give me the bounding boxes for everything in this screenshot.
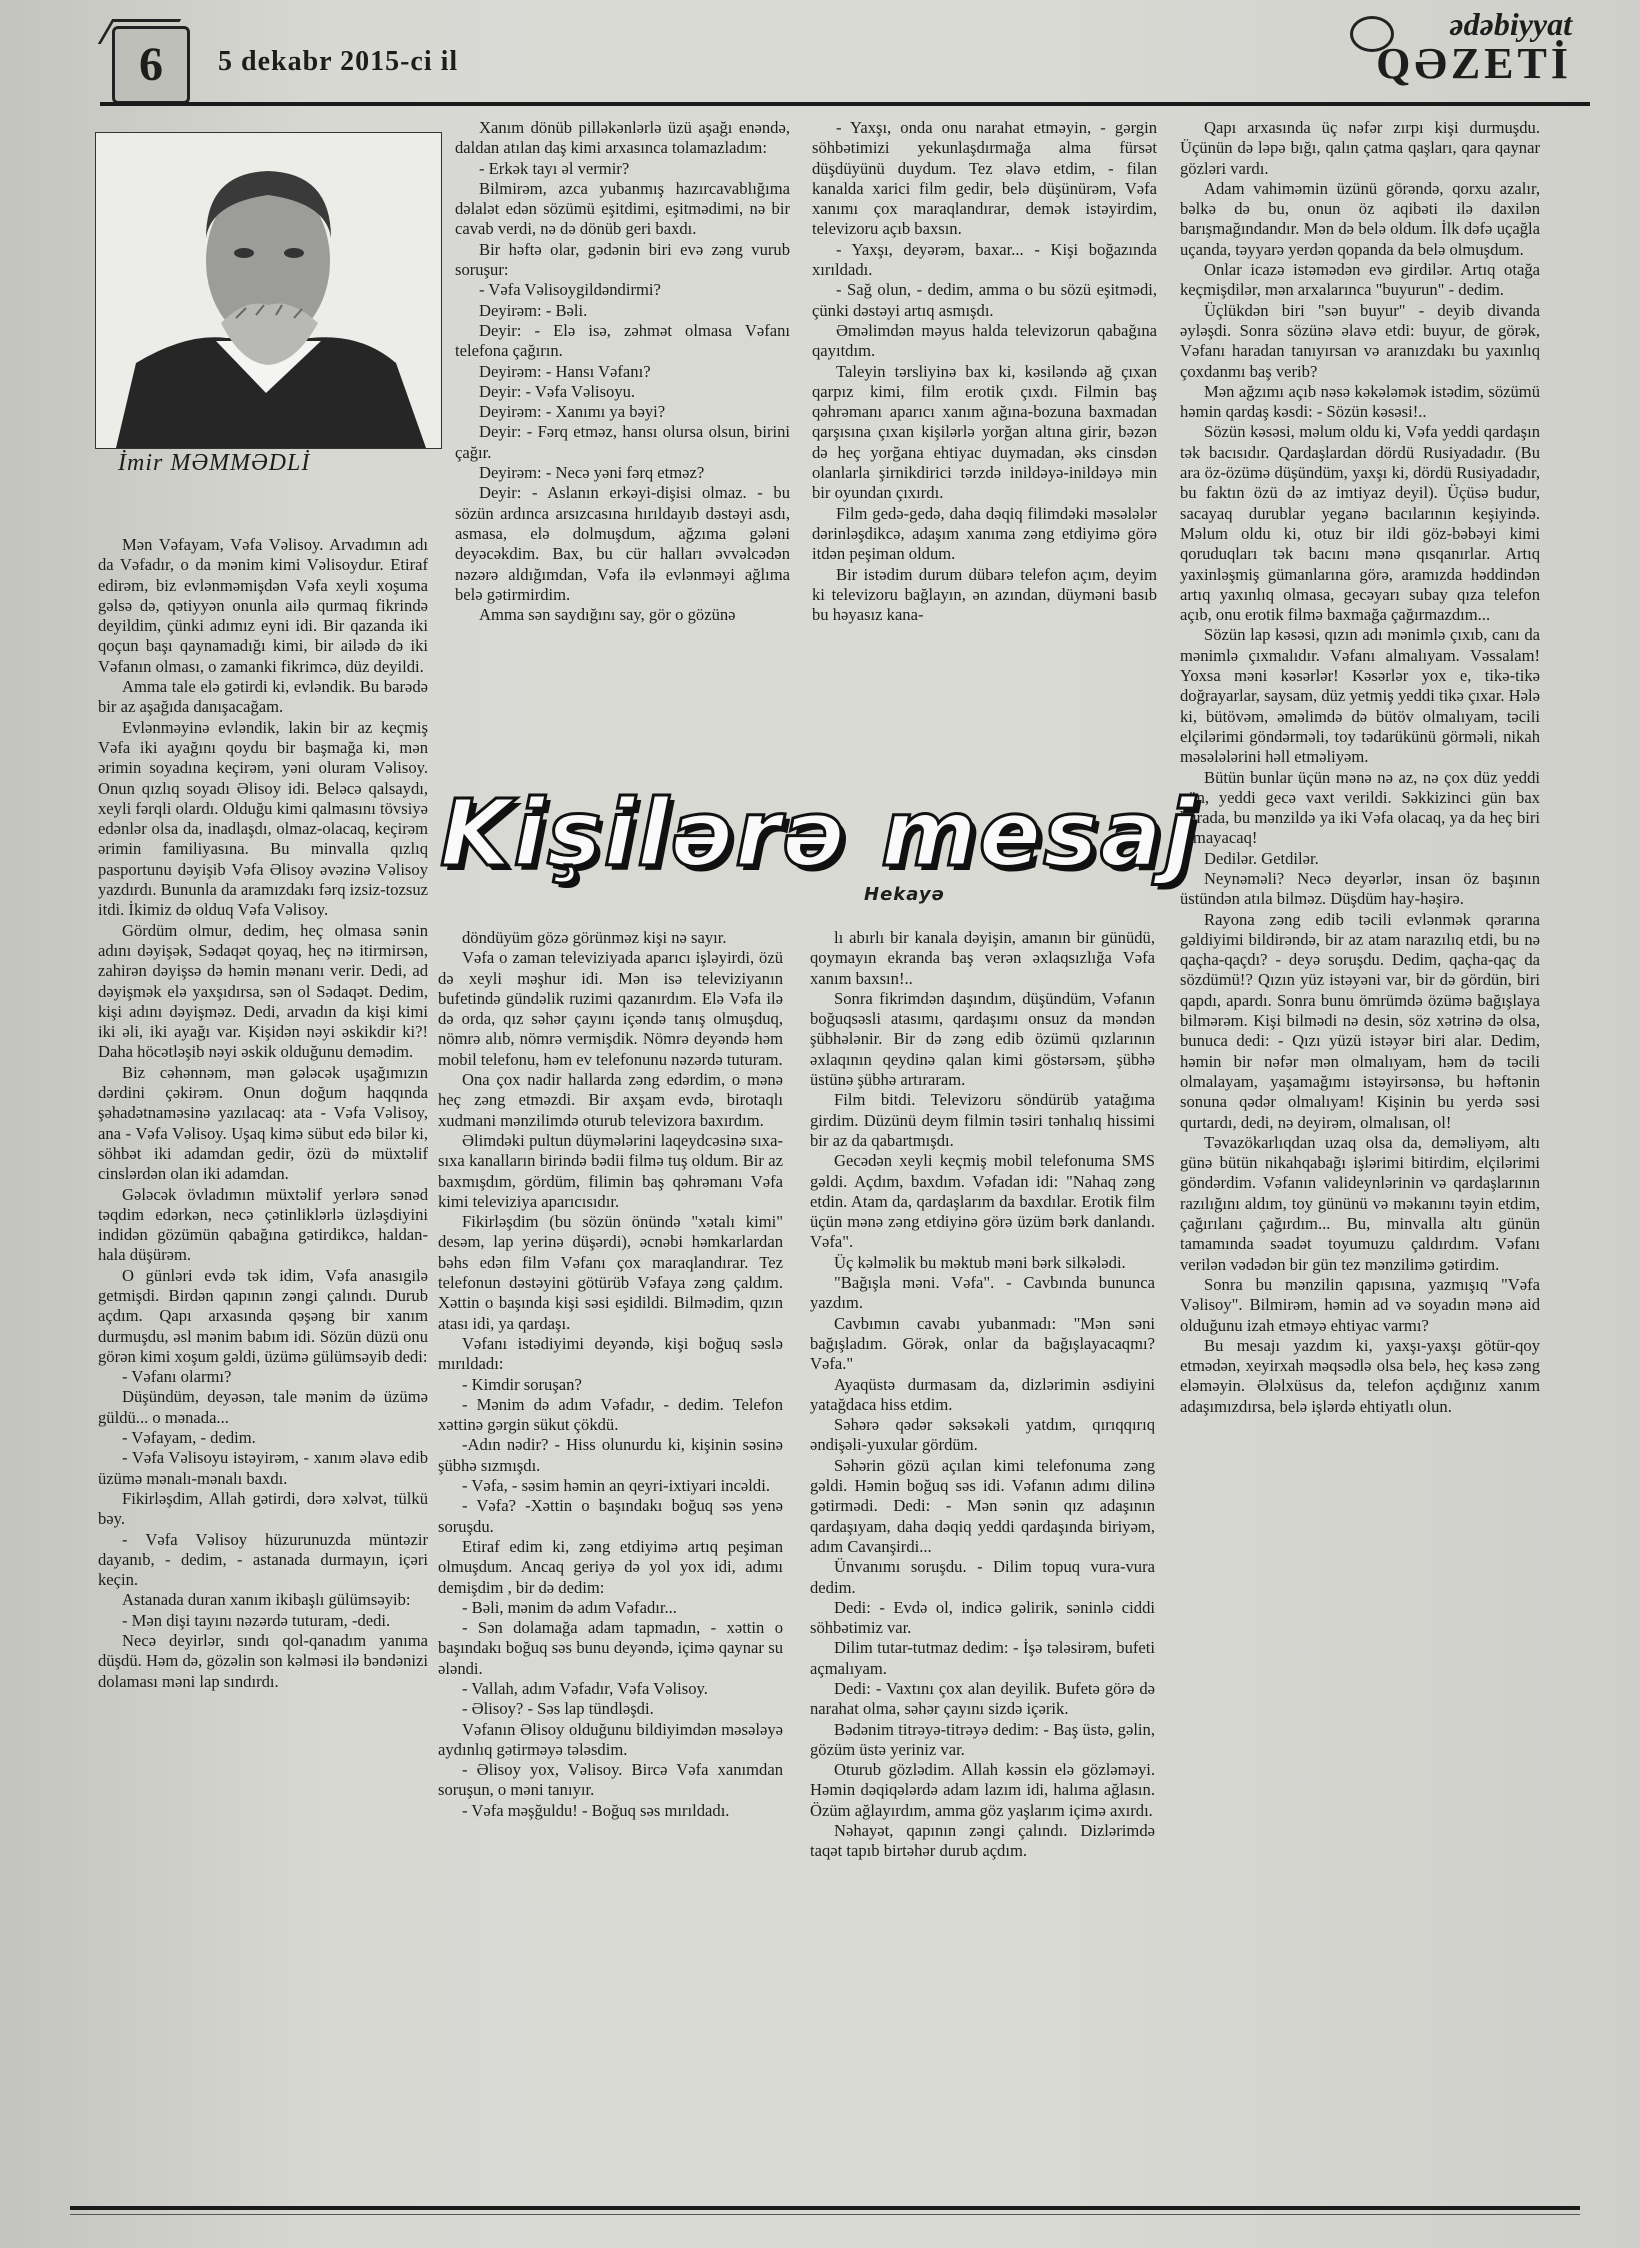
paragraph: - Bəli, mənim də adım Vəfadır...: [462, 1597, 677, 1617]
paragraph: Deyir: - Fərq etməz, hansı olursa olsun, birini çağır.: [455, 422, 790, 462]
story-title: Kişilərə mesaj: [440, 780, 1198, 887]
paragraph: "Bağışla məni. Vəfa". - Cavbında bununca yazdım.: [810, 1273, 1155, 1313]
paragraph: Mən ağzımı açıb nəsə kəkələmək istədim, sözümü həmin qardaş kəsdi: - Sözün kəsəsi!..: [1180, 381, 1540, 422]
paragraph: Cavbımın cavabı yubanmadı: "Mən səni bağışladım. Görək, onlar da bağışlayacaqmı? Vəfa.": [810, 1313, 1155, 1374]
paragraph: Fikirləşdim, Allah gətirdi, dərə xəlvət, tülkü bəy.: [98, 1488, 428, 1529]
paragraph: Bir istədim durum dübarə telefon açım, deyim ki televizoru bağlayın, ən azından, düyməni basıb bu həyasız kana-: [812, 564, 1157, 625]
paragraph: Astanada duran xanım ikibaşlı gülümsəyib:: [122, 1590, 411, 1610]
paragraph: - Yaxşı, deyərəm, baxar... - Kişi boğazında xırıldadı.: [812, 239, 1157, 280]
paragraph: Dedi: - Vaxtını çox alan deyilik. Bufetə görə də narahat olma, səhər çayını sizdə içərik.: [810, 1678, 1155, 1719]
paragraph: - Erkək tayı əl vermir?: [479, 158, 630, 178]
paragraph: Oturub gözlədim. Allah kəssin elə gözləməyi. Həmin dəqiqələrdə adam lazım idi, halıma ağlasın. Özüm ağlayırdım, amma göz yaşlarım içimə axırdı.: [810, 1760, 1155, 1820]
paragraph: Ünvanımı soruşdu. - Dilim topuq vura-vura dedim.: [810, 1557, 1155, 1597]
column-1: [98, 535, 428, 2200]
paragraph: Üçlükdən biri "sən buyur" - deyib divanda əyləşdi. Sonra sözünə əlavə etdi: buyur, de görək, Vəfanı haradan tanıyırsan və aranızdakı bu yaxınlıq çoxdanmı baş verib?: [1180, 300, 1540, 381]
paragraph: Gördüm olmur, dedim, heç olmasa sənin adını dəyişək, Sədaqət qoyaq, heç nə itirmirsən, zahirən dəyişsə də həmin mənanı verir. Dedi, ad dəyişmək elə yaxşıdırsa, sən ol Sədaqət. Dedim, kişi adını dəyişməz. Dedi, arvadın da kişi kimi iki əli, iki ayağı var. Kişidən nəyi əskikdir ki?! Daha höcətləşib nəyi əskik olduğunu demədim.: [98, 920, 428, 1062]
paragraph: - Vəfayam, - dedim.: [122, 1428, 256, 1448]
column-4: [1180, 118, 1540, 2198]
paragraph: Rayona zəng edib təcili evlənmək qərarına gəldiyimi bildirəndə, bir az atam narazılıq etdi, bu nə qaçha-qaçdı? - deyə soruşdu. Dedim, qaçha-qaç da sözdümü!? Qızın yüz istəyəni var, bir də gördün, biri qapdı, apardı. Sonra bunu ömrümdə özümə bağışlaya bilmərəm. Kişi bilmədi nə desin, söz xətrinə də olsa, bunuca dedi: - Qızı yüzü istəyər biri alar. Dedim, həmin bir nəfər mən olmalıyam, həm də təcili olmalayam, yaşamağımı istəyirsənsə, bu həftənin sonuna qədər olmalıyam! Kişinin bu yerdə səsi qurtardı, dedi, nə deyirəm, olmalısan, ol!: [1180, 909, 1540, 1132]
paragraph: O günləri evdə tək idim, Vəfa anasıgilə getmişdi. Birdən qapının zəngi çalındı. Durub açdım. Qapı arxasında qəşəng bir xanım durmuşdu, əsl mənim babım idi. Sözün düzü onu görən kimi xoşum gəldi, üzümə gülümsəyib dedi:: [98, 1265, 428, 1366]
paragraph: - Vallah, adım Vəfadır, Vəfa Vəlisoy.: [462, 1678, 708, 1698]
paragraph: Vəfanın Əlisoy olduğunu bildiyimdən məsələyə aydınlıq gətirməyə tələsdim.: [438, 1719, 783, 1759]
paragraph: Səhərə qədər səksəkəli yatdım, qırıqqırıq əndişəli-yuxular gördüm.: [810, 1415, 1155, 1455]
paragraph: - Vəfa Vəlisoygildəndirmi?: [479, 280, 661, 300]
paragraph: Onlar icazə istəmədən evə girdilər. Artıq otağa keçmişdilər, mən arxalarınca "buyurun" - dedim.: [1180, 260, 1540, 300]
paragraph: Deyirəm: - Bəli.: [479, 300, 588, 320]
paragraph: Deyirəm: - Hansı Vəfanı?: [479, 361, 651, 381]
paragraph: Deyir: - Aslanın erkəyi-dişisi olmaz. - bu sözün ardınca arsızcasına hırıldayıb dəstəyi asdı, asmasa, elə dolmuşdum, ağzıma gələni deyəcəkdim. Bax, bu cür halları əvvəlcədən nəzərə aldığımdan, Vəfa ilə evlənməyi ağlıma belə gətirmirdim.: [455, 483, 790, 604]
author-name: İmir MƏMMƏDLİ: [118, 450, 311, 476]
paragraph: Sonra fikrimdən daşındım, düşündüm, Vəfanın boğuqsəsli atasımı, qardaşımı onsuz da məndən şübhələnir. Bir də zəng edib özümü qızlarının əxlaqının qeydinə qalan kimi göstərsəm, şübhə üstünə şübhə artıraram.: [810, 988, 1155, 1090]
paragraph: Fikirləşdim (bu sözün önündə "xətalı kimi" desəm, lap yerinə düşərdi), əcnəbi həmkarlardan bəhs edən film Vəfanı çox maraqlandırar. Tez telefonun dəstəyini götürüb Vəfaya zəng çaldım. Xəttin o başında kişi səsi eşidildi. Bilmədim, qızın atası idi, ya qardaşı.: [438, 1212, 783, 1333]
paragraph: Sözün lap kəsəsi, qızın adı mənimlə çıxıb, canı da mənimlə çıxmalıdır. Vəfanı almalıyam. Vəssalam! Yoxsa məni kəsərlər! Kəsərlər yox e, tikə-tikə doğrayarlar, saysam, düz yetmiş yeddi tikə çıxar. Hələ ki, bütövəm, əməlimdə də bütöv olmalıyam, təcili elçilərimi göndərməli, toy tədarükünü görməli, nikah məsələlərini həll etməliyəm.: [1180, 625, 1540, 767]
paragraph: - Sağ olun, - dedim, amma o bu sözü eşitmədi, çünki dəstəyi artıq asmışdı.: [812, 280, 1157, 320]
paragraph: - Vəfa Vəlisoy hüzurunuzda müntəzir dayanıb, - dedim, - astanada durmayın, içəri keçin.: [98, 1529, 428, 1590]
paragraph: Vəfa o zaman televiziyada aparıcı işləyirdi, özü də xeyli məşhur idi. Mən isə televiziyanın bufetində gündəlik ruzimi qazanırdım. Elə Vəfa ilə də orda, qız səhər çayını içəndə tanış olmuşduq, nömrə alıb, nömrə vermişdik. Nömrə deyəndə həm mobil telefonu, həm ev telefonunu nəzərdə tuturam.: [438, 948, 783, 1069]
paragraph: Bu mesajı yazdım ki, yaxşı-yaxşı götür-qoy etmədən, xeyirxah məqsədlə olsa belə, heç kəsə zəng eləməyin. Ələlxüsus da, telefon açdığınız xanım adaşımızdırsa, belə işlərdə ehtiyatlı olun.: [1180, 1335, 1540, 1416]
paragraph: Evlənməyinə evləndik, lakin bir az keçmiş Vəfa iki ayağını qoydu bir başmağa ki, mən ərimin soyadına keçirəm, yəni oluram Vəlisoy. Onun qızlıq soyadı Əlisoy idi. Beləcə qalsaydı, xeyli fərqli olardı. Olduğu kimi qalmasını tövsiyə edənlər olsa da, inadlaşdı, olmaz-olacaq, keçirəm ərimin familiyasına. Bu minvalla qızlıq pasportunu dəyişib Vəfa Əlisoy əvəzinə Vəlisoy yazdırdı. Bununla da aramızdakı fərq izsiz-tozsuz itdi. İkimiz də olduq Vəfa Vəlisoy.: [98, 717, 428, 920]
paragraph: döndüyüm gözə görünməz kişi nə sayır.: [462, 928, 727, 947]
column-3-top: [812, 118, 1157, 758]
paragraph: Bilmirəm, azca yubanmış hazırcavablığıma dəlalət edən sözümü eşitdimi, eşitmədimi, nə bir cavab verdi, nə də dönüb geri baxdı.: [455, 178, 790, 239]
paragraph: lı abırlı bir kanala dəyişin, amanın bir günüdü, qoymayın ekranda baş verən əxlaqsızlığa Vəfa xanım baxsın!..: [810, 928, 1155, 988]
paragraph: Dedilər. Getdilər.: [1204, 848, 1319, 868]
paragraph: - Vəfa Vəlisoyu istəyirəm, - xanım əlavə edib üzümə mənalı-mənalı baxdı.: [98, 1448, 428, 1488]
paragraph: Biz cəhənnəm, mən gələcək uşağımızın dərdini çəkirəm. Onun doğum haqqında şəhadətnaməsinə yazılacaq: ata - Vəfa Vəlisoy, ana - Vəfa Vəlisoy. Uşaq kimə sübut edə bilər ki, söhbət iki adamdan gedir, özü də müxtəlif cinslərdən olan iki adamdan.: [98, 1062, 428, 1184]
paragraph: - Yaxşı, onda onu narahat etməyin, - gərgin söhbətimizi yekunlaşdırmağa alma fürsət düşdüyünü duydum. Tez əlavə etdim, - filan kanalda xarici film gedir, belə düşünürəm, Vəfa xanımı çox maraqlandırar, demək istəyirdim, televizoru açıb baxsın.: [812, 118, 1157, 239]
paragraph: Deyirəm: - Xanımı ya bəyi?: [479, 402, 666, 422]
paragraph: Film bitdi. Televizoru söndürüb yatağıma girdim. Düzünü deym filmin təsiri tənhalıq hissimi bir az da qabartmışdı.: [810, 1090, 1155, 1150]
paragraph: Sonra bu mənzilin qapısına, yazmışıq "Vəfa Vəlisoy". Bilmirəm, həmin ad və soyadın mənə aid olduğunu izah etməyə ehtiyac varmı?: [1180, 1274, 1540, 1335]
paragraph: Ayaqüstə durmasam da, dizlərimin əsdiyini yatağdaca hiss etdim.: [810, 1374, 1155, 1414]
paragraph: Deyir: - Elə isə, zəhmət olmasa Vəfanı telefona çağırın.: [455, 320, 790, 361]
paragraph: Dilim tutar-tutmaz dedim: - İşə tələsirəm, bufeti açmalıyam.: [810, 1638, 1155, 1678]
footer-rule: [70, 2206, 1580, 2210]
paragraph: Bədənim titrəyə-titrəyə dedim: - Baş üstə, gəlin, gözüm üstə yeriniz var.: [810, 1719, 1155, 1759]
author-photo: [95, 132, 442, 449]
paragraph: Amma tale elə gətirdi ki, evləndik. Bu barədə bir az aşağıda danışacağam.: [98, 677, 428, 717]
paragraph: Neynəməli? Necə deyərlər, insan öz başının üstündən atıla bilməz. Düşdüm hay-həşirə.: [1180, 868, 1540, 909]
paragraph: Adam vahiməmin üzünü görəndə, qorxu azalır, bəlkə də bu, onun öz aqibəti ilə daxilən barışmağındandır. Mən də belə oldum. İlk dəfə uçağla uçanda, təyyarə yerdən qopanda da belə olmuşdum.: [1180, 178, 1540, 259]
paragraph: Bir həftə olar, gədənin biri evə zəng vurub soruşur:: [455, 239, 790, 280]
paragraph: Qapı arxasında üç nəfər zırpı kişi durmuşdu. Üçünün də ləpə bığı, qalın çatma qaşları, qara qaynar gözləri vardı.: [1180, 118, 1540, 178]
paragraph: Əlimdəki pultun düymələrini laqeydcəsinə sıxa-sıxa kanalların birində bədii filmə tuş oldum. Bir az baxmışdım, gördüm, filimin baş qəhrəmanı Vəfa kimi televiziya aparıcısıdır.: [438, 1130, 783, 1211]
paragraph: Gələcək övladımın müxtəlif yerlərə sənəd təqdim edərkən, necə çətinliklərlə üzləşdiyini indidən gözümün qabağına gətirdikcə, haldan-hala düşürəm.: [98, 1184, 428, 1265]
paragraph: - Vəfa məşğuldu! - Boğuq səs mırıldadı.: [462, 1800, 730, 1820]
paragraph: Film gedə-gedə, daha dəqiq filimdəki məsələlər dərinləşdikcə, adaşım xanıma zəng etdiyimə görə itdən peşiman oldum.: [812, 503, 1157, 564]
paragraph: Etiraf edim ki, zəng etdiyimə artıq peşiman olmuşdum. Ancaq geriyə də yol yox idi, adımı demişdim , bir də dedim:: [438, 1536, 783, 1597]
paragraph: Ona çox nadir hallarda zəng edərdim, o mənə heç zəng etməzdi. Bir axşam evdə, birotaqlı xudmani mənzilimdə oturub televizora baxırdım.: [438, 1070, 783, 1130]
paragraph: Gecədən xeyli keçmiş mobil telefonuma SMS gəldi. Açdım, baxdım. Vəfadan idi: "Nahaq zəng etdin. Atam da, qardaşlarım da baxdılar. Erotik film üçün mənə zəng etdiyinə görə üzüm bərk danlandı. Vəfa".: [810, 1151, 1155, 1252]
paragraph: Düşündüm, deyəsən, tale mənim də üzümə güldü... o mənada...: [98, 1387, 428, 1427]
page-header: [100, 6, 1590, 105]
paragraph: - Vəfanı olarmı?: [122, 1367, 232, 1387]
paragraph: - Sən dolamağa adam tapmadın, - xəttin o başındakı boğuq səs bunu deyəndə, içimə qaynar su ələndi.: [438, 1618, 783, 1678]
paragraph: Vəfanı istədiyimi deyəndə, kişi boğuq səslə mırıldadı:: [438, 1333, 783, 1374]
paragraph: Üç kəlməlik bu məktub məni bərk silkələdi.: [834, 1252, 1126, 1272]
story-genre: Hekayə: [864, 884, 945, 905]
paragraph: - Mən dişi tayını nəzərdə tuturam, -dedi.: [122, 1610, 391, 1630]
column-2-bottom: [438, 928, 783, 2200]
paragraph: - Əlisoy? - Səs lap tündləşdi.: [462, 1699, 654, 1719]
paragraph: Deyir: - Vəfa Vəlisoyu.: [479, 381, 636, 401]
issue-date: 5 dekabr 2015-ci il: [218, 46, 459, 77]
paragraph: Necə deyirlər, sındı qol-qanadım yanıma düşdü. Həm də, gözəlin son kəlməsi ilə bəndənizi dolaması məni lap sındırdı.: [98, 1631, 428, 1691]
paragraph: Bütün bunlar üçün mənə nə az, nə çox düz yeddi gün, yeddi gecə vaxt verildi. Səkkizinci gün bax burada, bu mənzildə ya iki Vəfa olacaq, ya da heç biri olmayacaq!: [1180, 767, 1540, 848]
paragraph: - Vəfa? -Xəttin o başındakı boğuq səs yenə soruşdu.: [438, 1496, 783, 1536]
paragraph: Sözün kəsəsi, məlum oldu ki, Vəfa yeddi qardaşın tək bacısıdır. Qardaşlardan dördü Rusiyadadır. (Bu ara öz-özümə düşündüm, yaxşı ki, dördü Rusiyadadır, bu faktın özü də az imtiyaz deyil). Üçüsə budur, sacayaq durublar yeganə bacılarının keşiyində. Məlum oldu ki, otuz bir ildi göz-bəbəyi kimi qoruduqları tək bacını mənə qısqanırlar. Artıq yaxinləşmiş gümanlarına görə, aramızda həddindən artıq yaxınlıq olmasa, gecəyarı subay qıza telefon açıb, onu erotik filmə baxmağa çağırmazdım...: [1180, 422, 1540, 625]
paragraph: Xanım dönüb pilləkənlərlə üzü aşağı enəndə, daldan atılan daş kimi arxasınca tolamazladım:: [455, 118, 790, 158]
logo-bottom-text: QƏZETİ: [1376, 39, 1572, 88]
paragraph: - Əlisoy yox, Vəlisoy. Bircə Vəfa xanımdan soruşun, o məni tanıyır.: [438, 1760, 783, 1800]
footer-rule-thin: [70, 2214, 1580, 2215]
paragraph: Əməlimdən məyus halda televizorun qabağına qayıtdım.: [812, 320, 1157, 361]
paragraph: Nəhayət, qapının zəngi çalındı. Dizlərimdə taqət tapıb birtəhər durub açdım.: [810, 1821, 1155, 1861]
paragraph: Talеyin tərsliyinə bax ki, kəsiləndə ağ çıxan qarpız kimi, film erotik çıxdı. Filmin baş qəhrəmanı aparıcı xanım ağına-bozuna baxmadan qarşısına çıxan kişilərlə yorğan altına girir, bəzən də heç yorğana ehtiyac duymadan, əks cinsdən olanlarla şirnikdirici tərzdə inildəyə-inildəyə min bir oyundan çıxırdı.: [812, 361, 1157, 503]
column-3-bottom: [810, 928, 1155, 2200]
paragraph: Dedi: - Evdə ol, indicə gəlirik, səninlə ciddi söhbətimiz var.: [810, 1597, 1155, 1638]
paragraph: Amma sən saydığını say, gör o gözünə: [479, 605, 736, 625]
page-number: 6: [112, 26, 190, 104]
paragraph: Təvazökarlıqdan uzaq olsa da, deməliyəm, altı günə bütün nikahqabağı işlərimi bitirdim, elçilərimi göndərdim. Vəfanın valideynlərinin və qardaşlarının razılığını aldım, toy gününü və məkanını təyin etdim, çağırılanı çağırdım... Bu, minvalla altı günün tamamında səadət toyumuzu çaldırdım. Vəfanı verilən vədədən bir gün tez mənzilimə gətirdim.: [1180, 1132, 1540, 1274]
paragraph: - Kimdir soruşan?: [462, 1374, 582, 1394]
logo-top-text: ədəbiyyat: [1449, 6, 1572, 42]
paragraph: -Adın nədir? - Hiss olunurdu ki, kişinin səsinə şübhə sızmışdı.: [438, 1435, 783, 1475]
paragraph: Səhərin gözü açılan kimi telefonuma zəng gəldi. Həmin boğuq səs idi. Vəfanın adımı dilinə gətirmədi. Dedi: - Mən sənin qız adaşının qardaşıyam, daha dəqiq yeddi qardaşında biriyəm, adım Cavanşirdi...: [810, 1455, 1155, 1556]
paragraph: - Mənim də adım Vəfadır, - dedim. Telefon xəttinə gərgin sükut çökdü.: [438, 1394, 783, 1435]
header-rule: [100, 102, 1590, 106]
column-2-top: [455, 118, 790, 758]
newspaper-logo: [1340, 6, 1580, 90]
paragraph: Mən Vəfayam, Vəfa Vəlisoy. Arvadımın adı da Vəfadır, o da mənim kimi Vəlisoydur. Etiraf edirəm, biz evlənməmişdən Vəfa xeyli xoşuma gəlsə də, qətiyyən onunla ailə qurmaq fikrində deyildim, çünki adımız eyni idi. Bir qazanda iki qoçun başı qaynamadığı kimi, bir ailədə də iki Vəfanın olması, o zamanki fikrimcə, düz deyildi.: [98, 535, 428, 676]
paragraph: Deyirəm: - Necə yəni fərq etməz?: [479, 463, 705, 483]
paragraph: - Vəfa, - səsim həmin an qeyri-ixtiyari incəldi.: [462, 1476, 770, 1496]
